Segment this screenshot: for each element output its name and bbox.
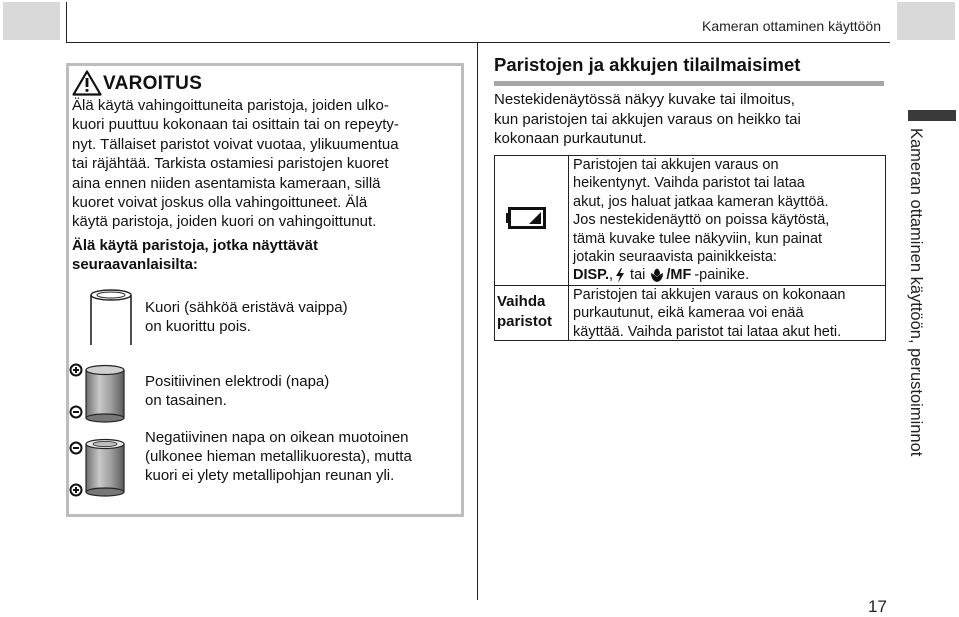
cell-line: tämä kuvake tulee näkyviin, kun painat xyxy=(573,230,823,247)
low-battery-description xyxy=(573,156,885,285)
example-line: (ulkonee hieman metallikuoresta), mutta xyxy=(145,448,412,465)
cell-line: jotakin seuraavista painikkeista: xyxy=(573,249,777,266)
warning-title: VAROITUS xyxy=(103,73,203,94)
warning-bold-instruction xyxy=(72,236,456,275)
cell-line: Paristojen tai akkujen varaus on xyxy=(573,157,779,173)
warning-triangle-icon xyxy=(72,70,102,96)
warning-line: aina ennen niiden asentamista kameraan, sillä xyxy=(72,174,381,192)
table-divider-vertical xyxy=(568,155,569,341)
example-line: Negatiivinen napa on oikean muotoinen xyxy=(145,429,409,446)
key-or-word: tai xyxy=(630,267,646,284)
example-line: on kuorittu pois. xyxy=(145,318,251,335)
warning-bold-line: seuraavanlaisilta: xyxy=(72,256,198,274)
warning-line: käytä paristoja, joiden kuori on vahingoittunut. xyxy=(72,213,377,231)
example-line: Kuori (sähköä eristävä vaippa) xyxy=(145,299,348,316)
cell-line: purkautunut, eikä kameraa voi enää xyxy=(573,305,804,322)
top-tab-right xyxy=(897,2,955,40)
section-title: Paristojen ja akkujen tilailmaisimet xyxy=(494,54,801,75)
side-tab xyxy=(906,128,936,488)
warning-heading xyxy=(72,70,202,96)
top-tab-left xyxy=(3,2,60,40)
cell-line: heikentynyt. Vaihda paristot tai lataa xyxy=(573,175,805,192)
column-divider xyxy=(477,43,478,600)
warning-line: Älä käytä vahingoittuneita paristoja, joiden ulko- xyxy=(72,97,389,114)
key-suffix: -painike. xyxy=(694,267,750,284)
flat-terminal-battery-icon xyxy=(68,360,130,424)
example-flat-terminal-text xyxy=(145,372,329,410)
warning-bold-line: Älä käytä paristoja, jotka näyttävät xyxy=(72,237,318,254)
section-intro xyxy=(494,90,884,149)
cell-line: käyttää. Vaihda paristot tai lataa akut heti. xyxy=(573,323,842,340)
page-number: 17 xyxy=(868,597,887,616)
empty-battery-description xyxy=(573,286,885,341)
warning-line: kuoret voivat joskus olla vahingoittuneet. Älä xyxy=(72,194,368,212)
flash-icon xyxy=(615,268,625,283)
example-negative-terminal-text xyxy=(145,428,412,485)
side-tab-label: Kameran ottaminen käyttöön, perustoiminnot xyxy=(907,128,925,457)
key-separator: , xyxy=(609,267,614,284)
cell-line: akut, jos haluat jatkaa kameran käyttöä. xyxy=(573,193,829,210)
example-line: kuori ei ylety metallipohjan reunan yli. xyxy=(145,467,395,484)
button-keys-line xyxy=(573,266,885,284)
cell-line: Jos nestekidenäyttö on poissa käytöstä, xyxy=(573,212,830,229)
example-line: on tasainen. xyxy=(145,392,227,409)
negative-terminal-battery-icon xyxy=(68,434,130,500)
low-battery-icon xyxy=(505,206,547,230)
example-peeled-text xyxy=(145,298,348,336)
side-tab-marker xyxy=(908,110,956,121)
warning-line: tai räjähtää. Tarkista ostamiesi paristojen kuoret xyxy=(72,155,389,173)
intro-line: kokonaan purkautunut. xyxy=(494,130,647,147)
disp-key-label: DISP. xyxy=(573,267,610,284)
warning-line: nyt. Tällaiset paristot voivat vuotaa, ylikuumentua xyxy=(72,135,399,153)
replace-label-line: paristot xyxy=(497,312,553,330)
section-rule xyxy=(494,81,884,86)
warning-line: kuori puuttuu kokonaan tai osittain tai on repeyty- xyxy=(72,116,399,134)
intro-line: Nestekidenäytössä näkyy kuvake tai ilmoitus, xyxy=(494,91,795,108)
replace-batteries-label xyxy=(497,292,567,331)
replace-label-line: Vaihda xyxy=(497,293,546,310)
header-title: Kameran ottaminen käyttöön xyxy=(702,18,881,34)
intro-line: kun paristojen tai akkujen varaus on heikko tai xyxy=(494,110,801,128)
warning-body xyxy=(72,96,456,232)
mf-key-label: /MF xyxy=(666,267,692,284)
example-line: Positiivinen elektrodi (napa) xyxy=(145,373,330,390)
macro-icon xyxy=(650,268,664,283)
peeled-battery-icon xyxy=(86,287,136,349)
cell-line: Paristojen tai akkujen varaus on kokonaan xyxy=(573,287,846,303)
